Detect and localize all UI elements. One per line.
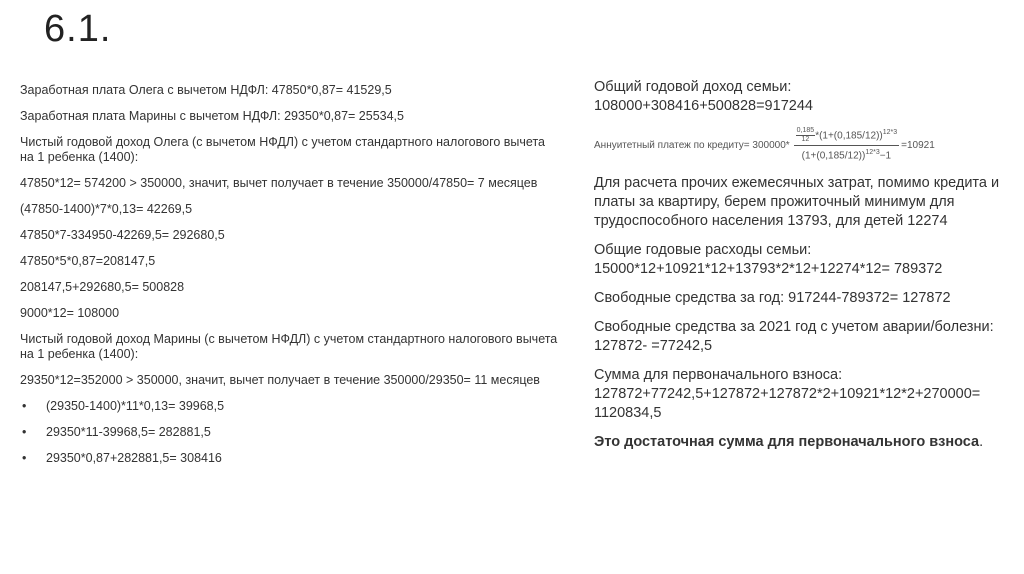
text-paragraph: 208147,5+292680,5= 500828 (20, 280, 185, 294)
text-paragraph: Заработная плата Марины с вычетом НДФЛ: 29350*0,87= 25534,5 (20, 109, 404, 123)
text-paragraph: Свободные средства за год: 917244-789372= 127872 (594, 290, 951, 306)
annuity-formula (594, 126, 1004, 164)
formula-num-rest: *(1+(0,185/12)) (815, 130, 883, 142)
text-paragraph: 9000*12= 108000 (20, 306, 120, 320)
formula-denominator (800, 146, 893, 162)
formula-den-rest: −1 (879, 150, 892, 162)
text-paragraph: 29350*12=352000 > 350000, значит, вычет получает в течение 350000/29350= 11 месяцев (20, 373, 540, 387)
text-paragraph: Для расчета прочих ежемесячных затрат, помимо кредита и платы за квартиру, берем прожиточный минимум для трудоспособного населения 13793, для детей 12274 (594, 175, 1000, 229)
list-item: • (29350-1400)*11*0,13= 39968,5 (20, 399, 560, 414)
slide-title: 6.1. (44, 8, 112, 50)
income-value: 108000+308416+500828=917244 (594, 98, 813, 114)
conclusion-end: . (979, 434, 984, 450)
text-paragraph: Заработная плата Олега с вычетом НДФЛ: 47850*0,87= 41529,5 (20, 83, 392, 97)
list-item: • 29350*11-39968,5= 282881,5 (20, 425, 560, 440)
left-column (20, 83, 560, 477)
text-paragraph: (47850-1400)*7*0,13= 42269,5 (20, 202, 193, 216)
bullet-list (20, 399, 560, 466)
formula-inner-num: 0,185 (796, 127, 815, 135)
formula-den-exp: 12*3 (865, 149, 880, 157)
list-item: • 29350*0,87+282881,5= 308416 (20, 451, 560, 466)
formula-result: =10921 (901, 139, 935, 151)
text-paragraph: 47850*5*0,87=208147,5 (20, 254, 156, 268)
formula-lhs: Аннуитетный платеж по кредиту= 300000* (594, 139, 790, 151)
income-label: Общий годовой доход семьи: (594, 79, 792, 95)
text-paragraph: Чистый годовой доход Марины (с вычетом НФДЛ) с учетом стандартного налогового вычета на 1 ребенка (1400): (20, 332, 558, 361)
formula-inner-fraction (796, 127, 816, 144)
text-paragraph: 47850*12= 574200 > 350000, значит, вычет получает в течение 350000/47850= 7 месяцев (20, 176, 538, 190)
formula-den: (1+(0,185/12)) (801, 150, 866, 162)
text-paragraph: 47850*7-334950-42269,5= 292680,5 (20, 228, 225, 242)
formula-inner-den: 12 (801, 136, 810, 144)
formula-fraction (794, 127, 899, 163)
formula-num-exp: 12*3 (882, 129, 898, 137)
conclusion-paragraph (594, 433, 1004, 452)
right-column (594, 78, 1004, 462)
text-paragraph: Общие годовые расходы семьи: 15000*12+10921*12+13793*2*12+12274*12= 789372 (594, 242, 943, 277)
text-paragraph: Чистый годовой доход Олега (с вычетом НФДЛ) с учетом стандартного налогового вычета на 1 ребенка (1400): (20, 135, 545, 164)
conclusion-text: Это достаточная сумма для первоначального взноса (594, 434, 980, 450)
formula-numerator (794, 127, 899, 146)
income-paragraph (594, 78, 1004, 116)
text-paragraph: Сумма для первоначального взноса: 127872+77242,5+127872+127872*2+10921*12*2+270000= 1120834,5 (594, 367, 981, 421)
text-paragraph: Свободные средства за 2021 год с учетом аварии/болезни: 127872- =77242,5 (594, 319, 994, 354)
